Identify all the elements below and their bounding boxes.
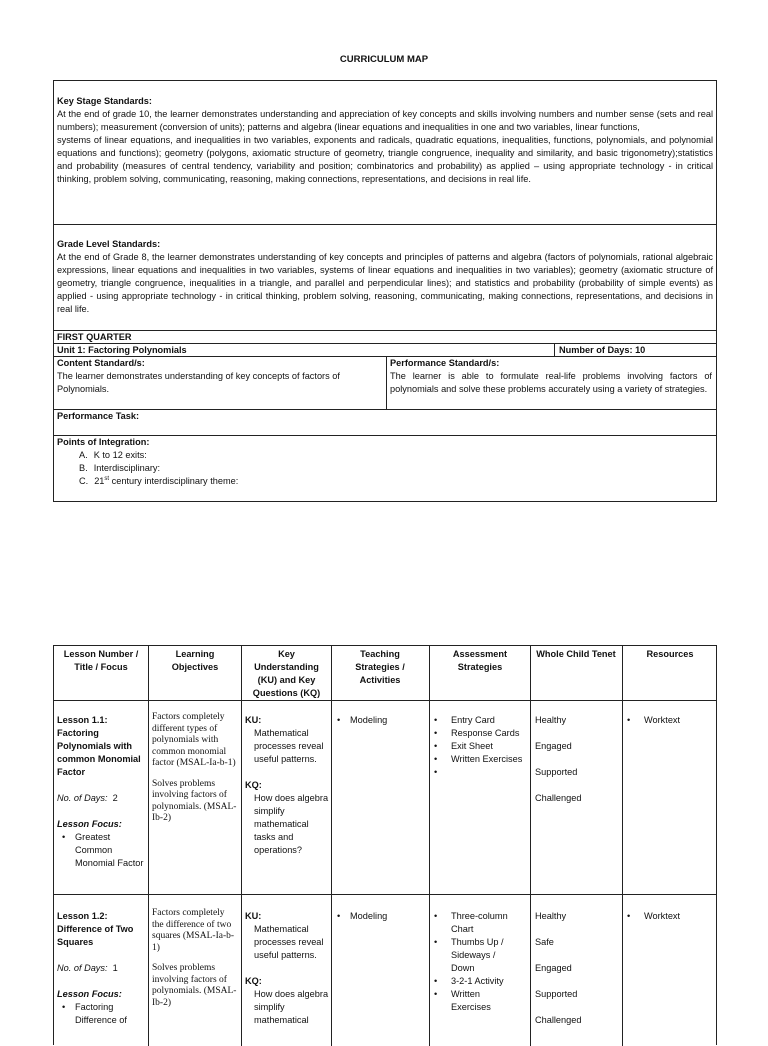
header-resources: Resources [646,649,694,659]
performance-standard-text: The learner is able to formulate real-life problems involving factors of polynomials and solve these problems accurately using a variety of strategies. [390,371,712,394]
document-title: CURRICULUM MAP [339,54,429,65]
objective-2: Solves problems involving factors of polynomials. (MSAL-Ib-2) [152,963,237,1008]
ku-label: KU: [245,715,262,725]
table-row-2-assessment [433,910,518,1014]
objective-1: Factors completely different types of polynomials with common monomial factor (MSAL-Ia-b-1) [152,712,236,768]
tenet: Engaged [535,741,572,751]
lesson-focus-item: • Factoring Difference of [61,1001,145,1027]
tenet: Challenged [535,793,582,803]
ku-label: KU: [245,911,262,921]
assessment-item: • Thumbs Up / Sideways / Down [433,936,518,975]
performance-standard-heading: Performance Standard/s: [390,358,500,368]
table-row-2-ku-kq [245,910,329,1027]
table-row-2-objectives [152,908,238,1009]
lesson-days: No. of Days: 2 [57,793,118,803]
tenet: Supported [535,989,578,999]
header-lesson: Lesson Number / Title / Focus [63,649,139,672]
number-of-days: Number of Days: 10 [559,345,646,355]
lesson-focus-label: Lesson Focus: [57,819,122,829]
tenet: Challenged [535,1015,582,1025]
table-row-1-ku-kq [245,714,329,857]
teaching-item: • Modeling [336,714,426,727]
key-stage-text-2: systems of linear equations, and inequalities in two variables, exponents and radicals, quadratic equations, inequalities, functions, polynomials, and polynomial equations and functions); geometry (polygons, axiomatic structure of geometry, triangle congruence, inequality and similarity, and basic trigonometry);statistics and probability (measures of central tendency, variability and position; combinatorics and probability) as applied – using appropriate technology - in critical thinking, problem solving, communicating, reasoning, making connections, representations, and decisions in real life. [57,135,713,184]
lesson-title: Lesson 1.2: Difference of Two Squares [57,911,134,947]
table-row-1-objectives [152,712,238,825]
assessment-item: • Three-column Chart [433,910,518,936]
key-stage-text-1: At the end of grade 10, the learner demonstrates understanding and appreciation of key concepts and skills involving numbers and number sense (sets and real numbers); measurement (conversion of units); patterns and algebra (linear equations and inequalities in one and two variables, linear functions, [57,109,713,132]
resource-item: • Worktext [626,714,716,727]
objective-2: Solves problems involving factors of polynomials. (MSAL-Ib-2) [152,778,237,823]
integration-item-b: B. Interdisciplinary: [79,463,161,473]
key-stage-section [57,95,713,186]
header-teaching: Teaching Strategies / Activities [355,649,405,685]
unit-label: Unit 1: Factoring Polynomials [57,345,187,355]
content-standard-text: The learner demonstrates understanding of key concepts of factors of Polynomials. [57,371,340,394]
header-whole-child: Whole Child Tenet [536,649,616,659]
ku-text: Mathematical processes reveal useful patterns. [254,728,324,764]
resource-item: • Worktext [626,910,716,923]
performance-task: Performance Task: [57,411,140,421]
lesson-title: Lesson 1.1: Factoring Polynomials with common Monomial Factor [57,715,141,777]
standards-box [53,80,717,502]
table-row-1-resources [626,714,716,727]
header-ku-kq: Key Understanding (KU) and Key Questions (KQ) [252,649,321,698]
tenet: Safe [535,937,554,947]
kq-label: KQ: [245,780,262,790]
tenet: Healthy [535,911,567,921]
table-row-1-lesson [57,714,145,870]
kq-label: KQ: [245,976,262,986]
header-assessment: Assessment Strategies [452,649,508,672]
table-row-1-assessment [433,714,528,766]
table-row-1-tenets [535,714,620,805]
header-objectives: Learning Objectives [171,649,219,672]
teaching-item: • Modeling [336,910,426,923]
grade-level-section [57,238,713,316]
lesson-focus-item: • Greatest Common Monomial Factor [61,831,145,870]
tenet: Supported [535,767,578,777]
performance-standard [390,357,712,396]
table-row-2-tenets [535,910,620,1027]
table-row-1-teaching [336,714,426,727]
key-stage-heading: Key Stage Standards: [57,96,152,106]
kq-text: How does algebra simplify mathematical [254,989,329,1025]
assessment-item: • Entry Card [433,714,528,727]
quarter-label: FIRST QUARTER [57,332,132,342]
kq-text: How does algebra simplify mathematical tasks and operations? [254,793,329,855]
ku-text: Mathematical processes reveal useful patterns. [254,924,324,960]
assessment-item: • Written Exercises [433,988,518,1014]
lesson-table [53,645,717,1045]
assessment-item: • Written Exercises [433,753,528,766]
assessment-item: • Response Cards [433,727,528,740]
grade-level-heading: Grade Level Standards: [57,239,161,249]
objective-1: Factors completely the difference of two squares (MSAL-Ia-b-1) [152,908,235,953]
tenet: Healthy [535,715,567,725]
integration-heading: Points of Integration: [57,437,150,447]
content-standard [57,357,383,396]
lesson-focus-label: Lesson Focus: [57,989,122,999]
assessment-item: • Exit Sheet [433,740,528,753]
table-row-2-resources [626,910,716,923]
tenet: Engaged [535,963,572,973]
integration-item-a: A. K to 12 exits: [79,450,147,460]
points-of-integration [57,436,657,488]
grade-level-text: At the end of Grade 8, the learner demonstrates understanding of key concepts and principles of patterns and algebra (factors of polynomials, rational algebraic expressions, linear equations and inequalities in two variables, systems of linear equations and inequalities in two variables); geometry (axiomatic structure of geometry, triangle congruence, inequalities in a triangle, and parallel and perpendicular lines); and statistics and probability (probability of simple events) as applied - using appropriate technology - in critical thinking, problem solving, reasoning, communicating, making connections, representations, and decisions in real life. [57,252,713,314]
lesson-days: No. of Days: 1 [57,963,118,973]
table-row-2-lesson [57,910,145,1027]
assessment-item: • 3-2-1 Activity [433,975,518,988]
table-row-2-teaching [336,910,426,923]
content-standard-heading: Content Standard/s: [57,358,145,368]
integration-item-c: C. 21st century interdisciplinary theme: [79,475,239,486]
